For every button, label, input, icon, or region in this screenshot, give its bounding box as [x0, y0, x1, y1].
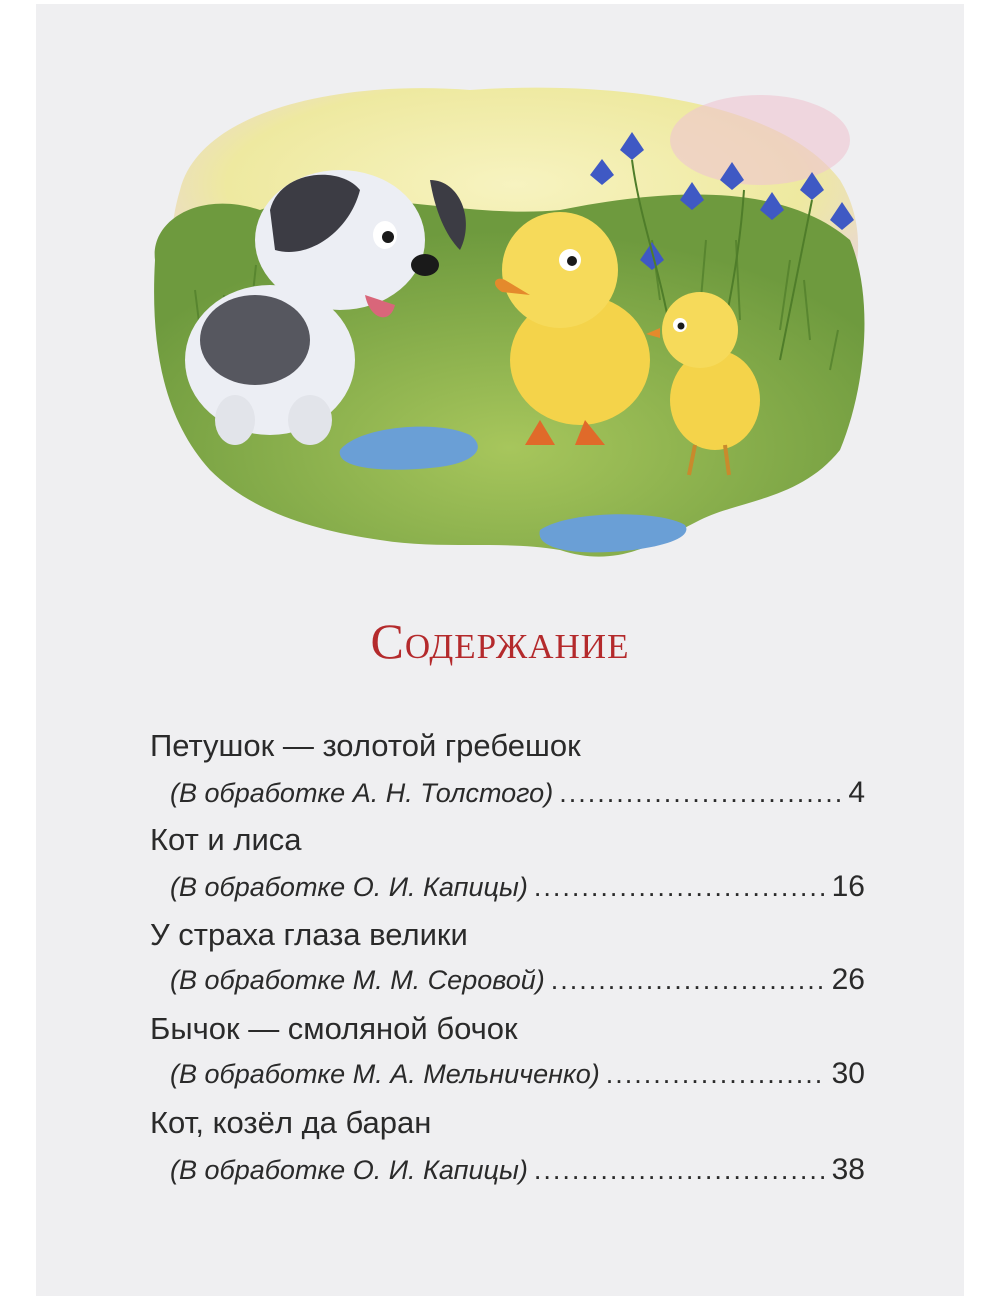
toc-entry-subtitle-row — [170, 1153, 865, 1187]
toc-entry-subtitle-row — [170, 776, 865, 810]
leader-dots — [551, 965, 826, 996]
toc-entry-subtitle: (В обработке О. И. Капицы) — [170, 872, 528, 902]
toc-entry-title: Бычок — смоляной бочок — [150, 1011, 518, 1046]
toc-entry-subtitle-row — [170, 963, 865, 997]
toc-page-number: 4 — [848, 776, 865, 809]
toc-entry-title: У страха глаза велики — [150, 917, 468, 952]
toc-entry-subtitle-row — [170, 1057, 865, 1091]
toc-entry-subtitle-row — [170, 870, 865, 904]
toc-page-number: 38 — [831, 1153, 865, 1186]
toc-page-number: 26 — [831, 963, 865, 996]
leader-dots — [534, 872, 826, 903]
toc-entry-title: Кот и лиса — [150, 822, 302, 857]
toc-entry-subtitle: (В обработке О. И. Капицы) — [170, 1155, 528, 1185]
toc-entry-subtitle: (В обработке М. А. Мельниченко) — [170, 1059, 600, 1089]
leader-dots — [606, 1059, 826, 1090]
illustration-puppy-ducklings — [140, 70, 875, 580]
toc-entry-title: Кот, козёл да баран — [150, 1105, 432, 1140]
toc-entry-subtitle: (В обработке А. Н. Толстого) — [170, 778, 554, 808]
toc-page-number: 16 — [831, 870, 865, 903]
toc-entry-subtitle: (В обработке М. М. Серовой) — [170, 965, 545, 995]
leader-dots — [534, 1155, 826, 1186]
page-title: Содержание — [370, 613, 630, 669]
toc-entry-title: Петушок — золотой гребешок — [150, 728, 581, 763]
toc-page-number: 30 — [831, 1057, 865, 1090]
leader-dots — [559, 778, 842, 809]
